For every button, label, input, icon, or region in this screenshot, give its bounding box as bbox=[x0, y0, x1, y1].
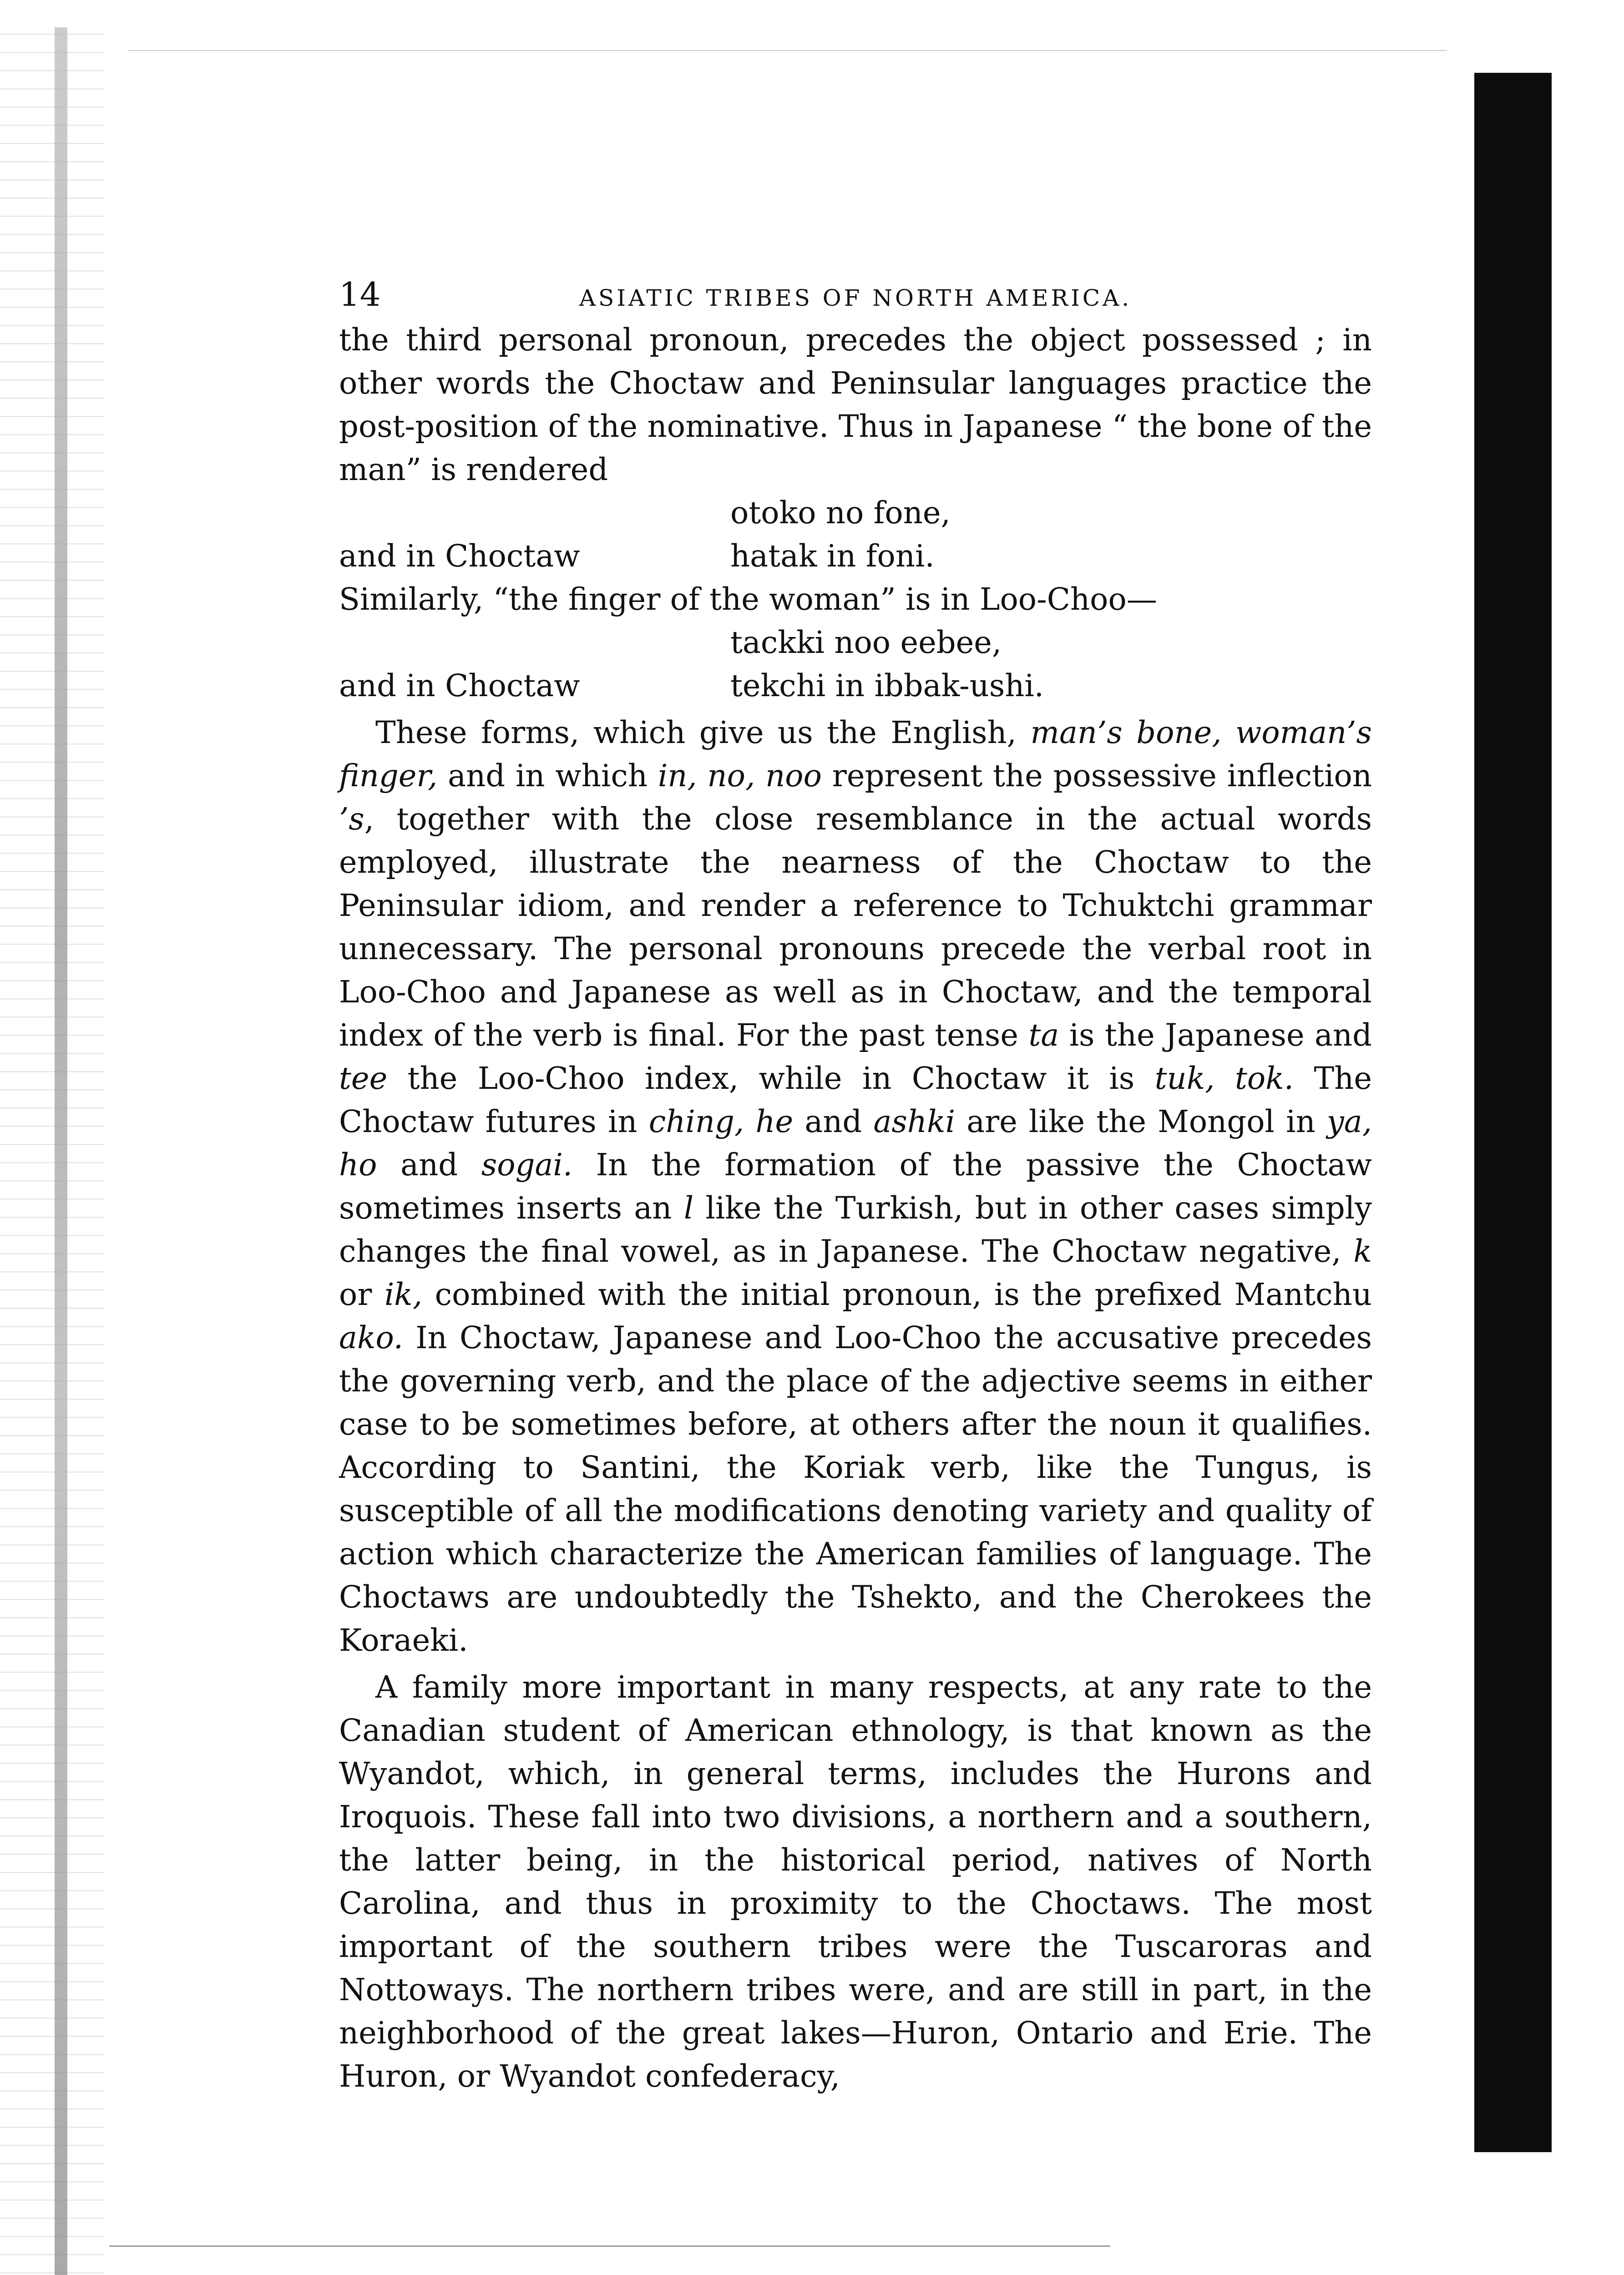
italic-term: k bbox=[1353, 1234, 1372, 1269]
binding-shadow bbox=[0, 27, 105, 2275]
text-run: In the formation of the passive the Choctaw sometimes inserts an bbox=[339, 1147, 1372, 1226]
text-run: and bbox=[377, 1147, 481, 1183]
text-run: or bbox=[339, 1277, 384, 1312]
italic-term: in, no, noo bbox=[658, 758, 822, 794]
text-run: The Choctaw futures in bbox=[339, 1061, 1372, 1139]
paragraph-2 bbox=[339, 711, 1372, 1662]
italic-term: ching, he bbox=[648, 1104, 794, 1139]
text-run: and in which bbox=[437, 758, 658, 794]
top-page-edge bbox=[127, 50, 1447, 51]
text-run: combined with the initial pronoun, is the prefixed Mantchu bbox=[422, 1277, 1372, 1312]
italic-term: ashki bbox=[873, 1104, 956, 1139]
text-run: are like the Mongol in bbox=[955, 1104, 1327, 1139]
text-run: is the Japanese and bbox=[1059, 1017, 1372, 1053]
italic-term: ’s bbox=[339, 801, 364, 837]
text-run: These forms, which give us the English, bbox=[375, 715, 1031, 750]
italic-term: l bbox=[683, 1190, 694, 1226]
italic-term: ako. bbox=[339, 1320, 404, 1355]
example-choctaw-line-2 bbox=[339, 664, 1372, 708]
italic-term: tee bbox=[339, 1061, 388, 1096]
italic-term: sogai. bbox=[481, 1147, 573, 1183]
page-header bbox=[339, 273, 1372, 318]
example-loochoo: tackki noo eebee, bbox=[730, 625, 1002, 660]
paragraph-1: the third personal pronoun, precedes the object possessed ; in other words the Choctaw and Peninsular languages practice the post-position of the nominative. Thus in Japanese “ the bone of the man” is rendered bbox=[339, 322, 1372, 487]
page-content bbox=[339, 273, 1372, 2098]
running-head: ASIATIC TRIBES OF NORTH AMERICA. bbox=[579, 285, 1132, 311]
similarly-line: Similarly, “the finger of the woman” is in Loo-Choo— bbox=[339, 581, 1157, 617]
italic-term: tuk, tok. bbox=[1154, 1061, 1294, 1096]
example-choctaw-line-1 bbox=[339, 535, 1372, 578]
example-label: and in Choctaw bbox=[339, 668, 580, 703]
italic-term: ik, bbox=[384, 1277, 423, 1312]
italic-term: ya, ho bbox=[339, 1104, 1372, 1183]
text-run: represent the possessive inflection bbox=[821, 758, 1372, 794]
scan-edge-shadow bbox=[1474, 73, 1552, 2152]
text-run: the Loo-Choo index, while in Choctaw it is bbox=[387, 1061, 1155, 1096]
italic-term: man’s bone, woman’s finger, bbox=[339, 715, 1372, 794]
example-japanese: otoko no fone, bbox=[730, 495, 951, 531]
bottom-page-edge bbox=[109, 2245, 1110, 2247]
example-choctaw: hatak in foni. bbox=[730, 538, 935, 574]
text-run: like the Turkish, but in other cases simply changes the final vowel, as in Japanese. The Choctaw negative, bbox=[339, 1190, 1372, 1269]
text-run: and bbox=[793, 1104, 874, 1139]
italic-term: ta bbox=[1028, 1017, 1059, 1053]
example-choctaw: tekchi in ibbak-ushi. bbox=[730, 668, 1044, 703]
text-run: In Choctaw, Japanese and Loo-Choo the accusative precedes the governing verb, and the place of the adjective seems in either case to be sometimes before, at others after the noun it qualifies. According to Santini, the Koriak verb, like the Tungus, is susceptible of all the modifications denoting variety and quality of action which characterize the American families of language. The Choctaws are undoubtedly the Tshekto, and the Cherokees the Koraeki. bbox=[339, 1320, 1372, 1658]
example-label: and in Choctaw bbox=[339, 538, 580, 574]
page-number: 14 bbox=[339, 275, 381, 313]
paragraph-3: A family more important in many respects, at any rate to the Canadian student of American ethnology, is that known as the Wyandot, which, in general terms, includes the Hurons and Iroquois. These fall into two divisions, a northern and a southern, the latter being, in the historical period, natives of North Carolina, and thus in proximity to the Choctaws. The most important of the southern tribes were the Tuscaroras and Nottoways. The northern tribes were, and are still in part, in the neighborhood of the great lakes—Huron, Ontario and Erie. The Huron, or Wyandot confederacy, bbox=[339, 1669, 1372, 2094]
text-run: , together with the close resemblance in the actual words employed, illustrate the nearness of the Choctaw to the Peninsular idiom, and render a reference to Tchuktchi grammar unnecessary. The personal pronouns precede the verbal root in Loo-Choo and Japanese as well as in Choctaw, and the temporal index of the verb is final. For the past tense bbox=[339, 801, 1372, 1053]
